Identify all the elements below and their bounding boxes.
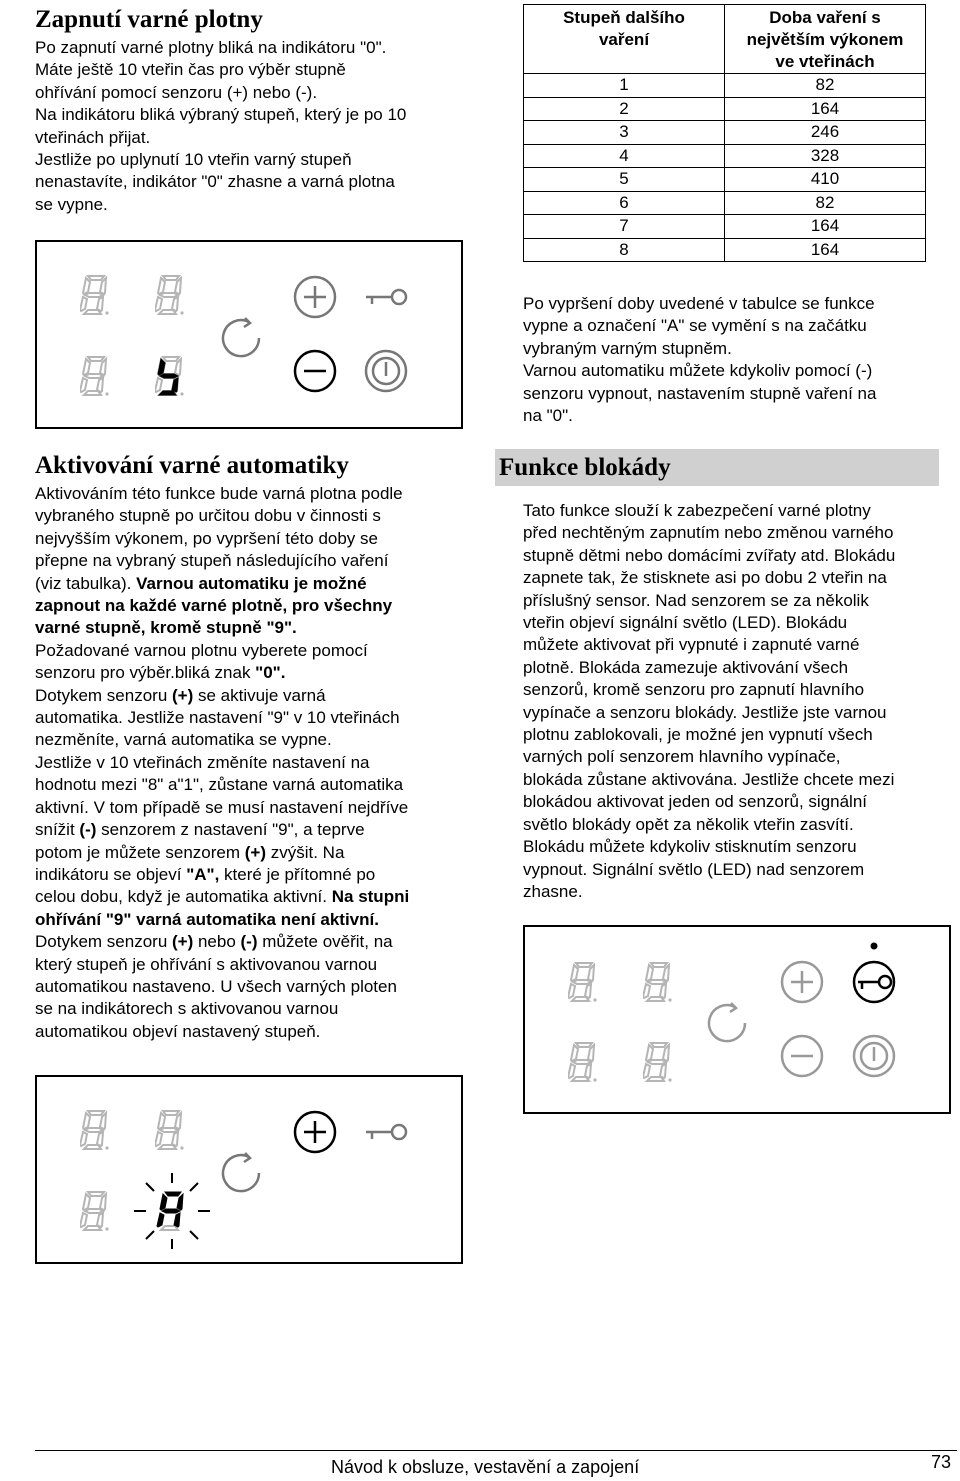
header-line: vaření: [598, 30, 650, 49]
text-line: [35, 707, 475, 729]
cell-level: 1: [524, 74, 725, 98]
text-line: zhasne.: [523, 881, 583, 901]
text-line: nenastavíte, indikátor "0" zhasne a varná plotna: [35, 172, 395, 192]
bold-text-run: "0".: [255, 663, 286, 683]
bold-text-run: Na stupni: [331, 887, 410, 907]
text-line: můžete aktivovat při vypnuté i zapnuté varné: [523, 635, 860, 655]
text-run: které je přítomné po: [219, 864, 376, 884]
text-line: [35, 886, 475, 908]
lock-key-icon: [364, 1110, 410, 1154]
bold-text-run: ohřívání "9" varná automatika není aktivní.: [35, 909, 379, 929]
text-run: Požadované varnou plotnu vyberete pomocí: [35, 640, 368, 660]
cell-level: 7: [524, 215, 725, 239]
section-text-blokada: [523, 500, 948, 903]
plus-sensor-icon: [293, 1110, 337, 1154]
text-line: blokáda zůstane aktivována. Jestliže chcete mezi: [523, 769, 895, 789]
cell-seconds: 410: [725, 168, 926, 192]
text-run: se na indikátorech s aktivovanou varnou: [35, 999, 339, 1019]
table-row: [524, 74, 926, 98]
text-line: [35, 797, 475, 819]
cell-seconds: 164: [725, 215, 926, 239]
table-header-seconds: [725, 5, 926, 74]
text-line: vteřinách přijat.: [35, 127, 151, 147]
text-line: vteřin objeví signální světlo (LED). Blokádu: [523, 613, 848, 633]
section-text-automatika: [35, 483, 475, 1043]
text-line: [35, 864, 475, 886]
table-row: [524, 121, 926, 145]
text-line: [35, 752, 475, 774]
bold-text-run: (+): [244, 842, 267, 862]
cell-level: 2: [524, 97, 725, 121]
cooking-zone-select-icon: [219, 316, 265, 362]
text-line: Tato funkce slouží k zabezpečení varné plotny: [523, 501, 871, 520]
text-line: vypínače a senzoru blokády. Jestliže jste varnou: [523, 702, 887, 722]
control-panel-diagram-lock: [523, 925, 951, 1114]
table-header-row: [524, 5, 926, 74]
text-line: [35, 550, 475, 572]
section-title-zapnuti: Zapnutí varné plotny: [35, 6, 263, 33]
cell-level: 4: [524, 144, 725, 168]
bold-text-run: Varnou automatiku je možné: [136, 573, 367, 593]
text-run: automatika. Jestliže nastavení "9" v 10 vteřinách: [35, 708, 400, 728]
lock-key-icon: [364, 275, 410, 319]
text-run: senzorem z nastavení "9", a teprve: [96, 820, 365, 840]
text-line: na "0".: [523, 406, 573, 426]
cell-seconds: 328: [725, 144, 926, 168]
display-digit-8: [155, 275, 185, 317]
text-line: [35, 1021, 475, 1043]
table-row: [524, 191, 926, 215]
text-run: potom je můžete senzorem: [35, 842, 245, 862]
text-line: [35, 640, 475, 662]
text-line: vypnout. Signální světlo (LED) nad senzorem: [523, 859, 865, 879]
text-run: Aktivováním této funkce bude varná plotna podle: [35, 484, 403, 503]
text-line: [35, 617, 475, 639]
display-digit-9: [155, 356, 185, 398]
text-line: [35, 774, 475, 796]
cell-level: 5: [524, 168, 725, 192]
text-line: zapnete tak, že stisknete asi po dobu 2 vteřin na: [523, 568, 887, 588]
table-row: [524, 168, 926, 192]
display-digit-8: [568, 1042, 598, 1084]
header-line: Stupeň dalšího: [563, 8, 685, 27]
text-line: Po zapnutí varné plotny bliká na indikátoru "0".: [35, 38, 387, 57]
automatic-levels-table: [523, 4, 926, 262]
display-digit-8: [643, 962, 673, 1004]
plus-sensor-icon: [293, 275, 337, 319]
text-after-table: [523, 293, 943, 427]
text-run: celou dobu, když je automatika aktivní.: [35, 887, 332, 907]
text-line: [35, 528, 475, 550]
bold-text-run: "A",: [186, 864, 220, 884]
text-line: senzoru vypnout, nastavením stupně vaření na: [523, 383, 877, 403]
text-line: [35, 483, 475, 505]
text-line: plotně. Blokáda zamezuje aktivování všech: [523, 657, 849, 677]
text-line: vybraným varným stupněm.: [523, 338, 732, 358]
text-line: [35, 573, 475, 595]
text-line: Varnou automatiku můžete kdykoliv pomocí (-): [523, 361, 873, 381]
text-line: [35, 685, 475, 707]
text-line: ohřívání pomocí senzoru (+) nebo (-).: [35, 82, 318, 102]
text-line: varných polí senzorem hlavního vypínače,: [523, 747, 841, 767]
text-run: Jestliže v 10 vteřinách změníte nastavení na: [35, 752, 370, 772]
display-digit-8: [80, 356, 110, 398]
text-line: [35, 819, 475, 841]
cell-seconds: 164: [725, 238, 926, 262]
text-line: [35, 954, 475, 976]
cell-level: 8: [524, 238, 725, 262]
bold-text-run: (+): [172, 932, 194, 952]
lock-led-indicator: [871, 943, 878, 950]
display-digit-8: [155, 1110, 185, 1152]
control-panel-diagram-2: [35, 1075, 463, 1264]
display-digit-8: [80, 275, 110, 317]
page-number: 73: [931, 1452, 952, 1472]
text-run: automatikou nastaveno. U všech varných ploten: [35, 976, 397, 996]
footer-divider: [35, 1450, 957, 1451]
header-line: Doba vaření s: [769, 8, 881, 27]
text-line: Jestliže po uplynutí 10 vteřin varný stupeň: [35, 150, 352, 170]
text-run: hodnotu mezi "8" a"1", zůstane varná automatika: [35, 775, 404, 795]
cell-seconds: 82: [725, 74, 926, 98]
table-header-level: [524, 5, 725, 74]
header-line: největším výkonem: [746, 30, 904, 49]
text-line: světlo blokády opět za několik vteřin zasvítí.: [523, 814, 854, 834]
text-run: zvýšit. Na: [266, 842, 345, 862]
text-run: přepne na vybraný stupeň následujícího vaření: [35, 551, 389, 571]
text-line: [35, 505, 475, 527]
text-run: snížit: [35, 820, 80, 840]
text-run: nezměníte, varná automatika se vypne.: [35, 730, 332, 750]
text-line: plotnu zablokovali, je možné jen vypnutí všech: [523, 725, 873, 745]
text-run: se aktivuje varná: [193, 685, 326, 705]
cell-seconds: 246: [725, 121, 926, 145]
text-run: nejvyšším výkonem, po vypršení této doby se: [35, 528, 378, 548]
text-line: [35, 931, 475, 953]
text-line: [35, 998, 475, 1020]
cell-level: 6: [524, 191, 725, 215]
lock-sensor-active-icon: [852, 942, 896, 1008]
text-line: [35, 909, 475, 931]
text-run: (viz tabulka).: [35, 573, 137, 593]
minus-sensor-icon: [780, 1034, 824, 1078]
table-row: [524, 144, 926, 168]
display-digit-8: [80, 1110, 110, 1152]
text-run: Dotykem senzoru: [35, 685, 172, 705]
cooking-zone-select-icon: [219, 1151, 265, 1197]
table-row: [524, 215, 926, 239]
text-line: blokádou aktivovat jeden od senzorů, signální: [523, 792, 868, 812]
header-line: ve vteřinách: [775, 52, 875, 71]
text-run: Dotykem senzoru: [35, 932, 172, 952]
section-text-zapnuti: [35, 37, 475, 216]
cell-seconds: 164: [725, 97, 926, 121]
footer-title: Návod k obsluze, vestavění a zapojení: [331, 1457, 640, 1477]
text-line: [35, 595, 475, 617]
text-line: se vypne.: [35, 194, 108, 214]
text-line: [35, 662, 475, 684]
text-line: [35, 976, 475, 998]
cell-level: 3: [524, 121, 725, 145]
text-run: vybraného stupně po určitou dobu v činnosti s: [35, 506, 381, 526]
bold-text-run: (-): [79, 820, 97, 840]
text-line: [35, 729, 475, 751]
text-line: stupně dětmi nebo domácími zvířaty atd. Blokádu: [523, 545, 896, 565]
text-line: Blokádu můžete kdykoliv stisknutím senzoru: [523, 837, 857, 857]
text-run: nebo: [193, 932, 241, 952]
text-run: automatikou objeví nastavený stupeň.: [35, 1021, 321, 1041]
text-line: před nechtěným zapnutím nebo změnou varného: [523, 523, 894, 543]
bold-text-run: zapnout na každé varné plotně, pro všechny: [35, 596, 393, 616]
display-digit-8: [80, 1191, 110, 1233]
text-line: příslušný sensor. Nad senzorem se za několik: [523, 590, 869, 610]
bold-text-run: varné stupně, kromě stupně "9".: [35, 618, 297, 638]
table-row: [524, 97, 926, 121]
power-icon: [852, 1034, 896, 1078]
section-title-blokada: Funkce blokády: [495, 449, 939, 486]
cooking-zone-select-icon: [705, 1001, 751, 1047]
section-title-automatika: Aktivování varné automatiky: [35, 452, 349, 479]
display-digit-8: [643, 1042, 673, 1084]
text-run: senzoru pro výběr.bliká znak: [35, 663, 256, 683]
bold-text-run: (-): [240, 932, 258, 952]
control-panel-diagram-1: [35, 240, 463, 429]
plus-sensor-icon: [780, 960, 824, 1004]
text-line: vypne a označení "A" se vymění s na začátku: [523, 316, 867, 336]
text-run: aktivní. V tom případě se musí nastavení nejdříve: [35, 797, 409, 817]
bold-text-run: (+): [172, 685, 194, 705]
text-line: Máte ještě 10 vteřin čas pro výběr stupně: [35, 60, 346, 80]
text-run: můžete ověřit, na: [257, 932, 393, 952]
text-line: Po vypršení doby uvedené v tabulce se funkce: [523, 294, 875, 313]
text-line: Na indikátoru bliká výbraný stupeň, který je po 10: [35, 105, 407, 125]
text-line: [35, 842, 475, 864]
text-run: indikátoru se objeví: [35, 864, 187, 884]
display-letter-a-blinking: [132, 1171, 212, 1251]
text-line: senzorů, kromě senzoru pro zapnutí hlavního: [523, 680, 865, 700]
cell-seconds: 82: [725, 191, 926, 215]
power-icon: [364, 349, 408, 393]
table-row: [524, 238, 926, 262]
minus-sensor-icon: [293, 349, 337, 393]
text-run: který stupeň je ohřívání s aktivovanou varnou: [35, 954, 378, 974]
display-digit-8: [568, 962, 598, 1004]
